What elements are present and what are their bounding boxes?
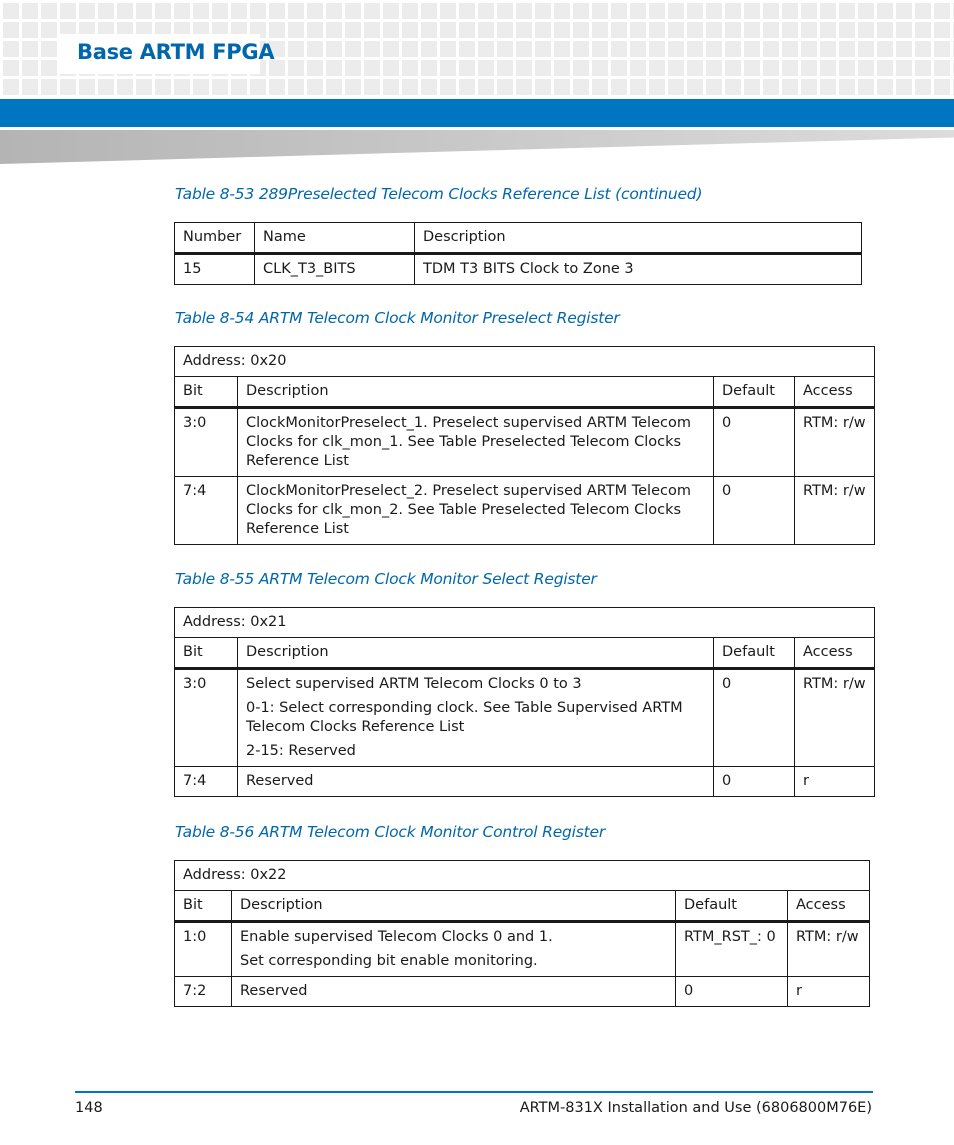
- table-row: [175, 477, 875, 545]
- description-line: Enable supervised Telecom Clocks 0 and 1.: [240, 929, 553, 945]
- description-line: Set corresponding bit enable monitoring.: [240, 953, 538, 969]
- table-54: [174, 346, 875, 545]
- header-grey-wedge: [0, 130, 954, 164]
- cell-access: RTM: r/w: [795, 477, 875, 545]
- table-55-caption: Table 8-55 ARTM Telecom Clock Monitor Select Register: [175, 570, 597, 588]
- cell-description: ClockMonitorPreselect_1. Preselect supervised ARTM Telecom Clocks for clk_mon_1. See Table Preselected Telecom Clocks Reference List: [238, 408, 714, 477]
- register-address: Address: 0x21: [175, 608, 875, 638]
- column-header: Bit: [175, 377, 238, 408]
- cell-access: RTM: r/w: [795, 669, 875, 767]
- column-header: Description: [238, 377, 714, 408]
- table-56-caption: Table 8-56 ARTM Telecom Clock Monitor Control Register: [175, 823, 606, 841]
- cell-bit: 7:2: [175, 977, 232, 1007]
- cell-access: r: [795, 767, 875, 797]
- register-address: Address: 0x22: [175, 861, 870, 891]
- column-header: Default: [714, 638, 795, 669]
- cell-access: r: [788, 977, 870, 1007]
- column-header: Access: [788, 891, 870, 922]
- column-header: Default: [676, 891, 788, 922]
- column-header: Description: [232, 891, 676, 922]
- table-56: [174, 860, 870, 1007]
- column-header: Description: [238, 638, 714, 669]
- table-row: [175, 767, 875, 797]
- header-blue-bar: [0, 99, 954, 127]
- cell-description: Reserved: [232, 977, 676, 1007]
- cell-bit: 7:4: [175, 477, 238, 545]
- column-header: Number: [175, 223, 255, 254]
- cell-bit: 3:0: [175, 408, 238, 477]
- page-number: 148: [75, 1100, 103, 1116]
- cell-access: RTM: r/w: [788, 922, 870, 977]
- table-row: [175, 408, 875, 477]
- cell-default: RTM_RST_: 0: [676, 922, 788, 977]
- column-header: Description: [415, 223, 862, 254]
- column-header: Bit: [175, 638, 238, 669]
- description-line: 0-1: Select corresponding clock. See Table Supervised ARTM Telecom Clocks Reference List: [246, 700, 683, 735]
- column-header: Name: [255, 223, 415, 254]
- table-header-row: [175, 377, 875, 408]
- cell-description: Reserved: [238, 767, 714, 797]
- cell-description: [238, 669, 714, 767]
- table-54-caption: Table 8-54 ARTM Telecom Clock Monitor Preselect Register: [175, 309, 620, 327]
- column-header: Default: [714, 377, 795, 408]
- cell-default: 0: [714, 477, 795, 545]
- description-line: 2-15: Reserved: [246, 743, 356, 759]
- table-53: [174, 222, 862, 285]
- cell-default: 0: [714, 669, 795, 767]
- column-header: Bit: [175, 891, 232, 922]
- table-header-row: [175, 891, 870, 922]
- cell-name: CLK_T3_BITS: [255, 254, 415, 285]
- cell-number: 15: [175, 254, 255, 285]
- table-55: [174, 607, 875, 797]
- cell-bit: 3:0: [175, 669, 238, 767]
- address-row: [175, 861, 870, 891]
- page-title: Base ARTM FPGA: [77, 40, 275, 64]
- address-row: [175, 347, 875, 377]
- description-line: Select supervised ARTM Telecom Clocks 0 to 3: [246, 676, 582, 692]
- cell-bit: 7:4: [175, 767, 238, 797]
- cell-bit: 1:0: [175, 922, 232, 977]
- cell-default: 0: [714, 767, 795, 797]
- table-row: [175, 922, 870, 977]
- table-row: [175, 977, 870, 1007]
- cell-access: RTM: r/w: [795, 408, 875, 477]
- cell-description: ClockMonitorPreselect_2. Preselect supervised ARTM Telecom Clocks for clk_mon_2. See Table Preselected Telecom Clocks Reference List: [238, 477, 714, 545]
- cell-description: TDM T3 BITS Clock to Zone 3: [415, 254, 862, 285]
- document-title: ARTM-831X Installation and Use (6806800M76E): [519, 1100, 872, 1116]
- cell-default: 0: [714, 408, 795, 477]
- column-header: Access: [795, 638, 875, 669]
- cell-default: 0: [676, 977, 788, 1007]
- cell-description: [232, 922, 676, 977]
- footer-rule: [75, 1091, 873, 1093]
- table-row: [175, 669, 875, 767]
- table-row: [175, 254, 862, 285]
- address-row: [175, 608, 875, 638]
- column-header: Access: [795, 377, 875, 408]
- table-header-row: [175, 223, 862, 254]
- register-address: Address: 0x20: [175, 347, 875, 377]
- table-53-caption: Table 8-53 289Preselected Telecom Clocks Reference List (continued): [175, 185, 703, 203]
- table-header-row: [175, 638, 875, 669]
